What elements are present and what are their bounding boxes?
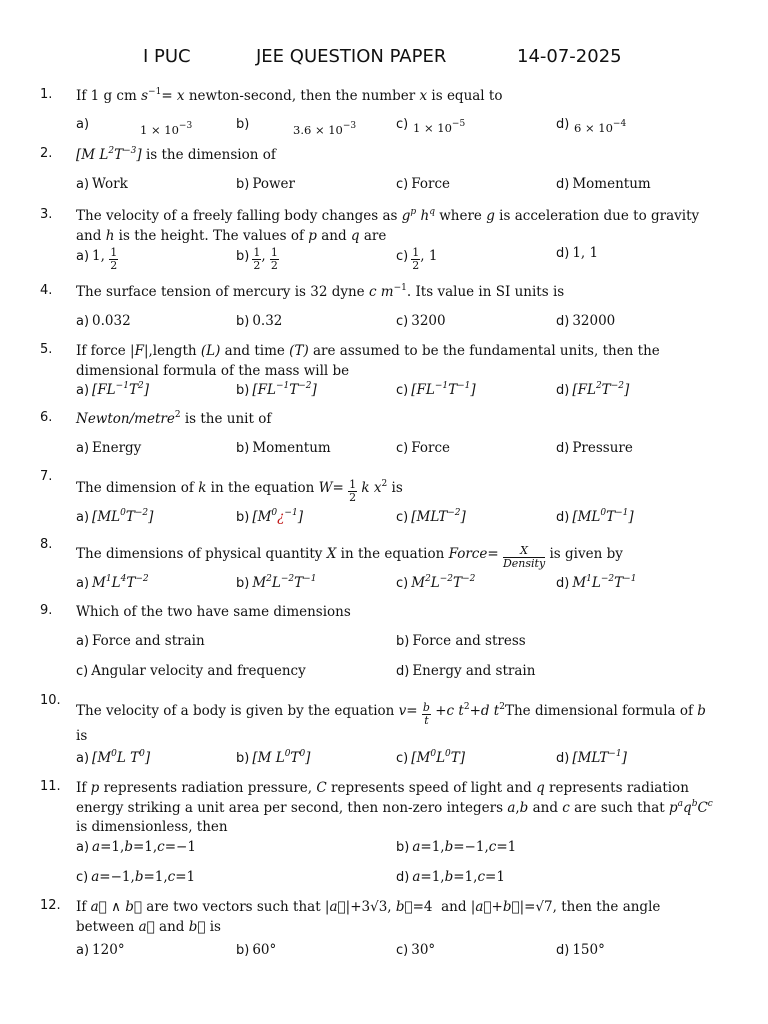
- option-d-value: $6 \times 10^{-4}$: [574, 119, 627, 135]
- option-c[interactable]: c) $[FL^{-1}T^{-1}]$: [396, 381, 476, 398]
- question-text: [M $L^2T^{-3}$] is the dimension of: [76, 146, 276, 163]
- question-text: The velocity of a freely falling body changes as $g^p$ $h^q$ where g is acceleration due to gravity and h is the height. The values of p and q are: [76, 207, 700, 244]
- option-b[interactable]: b) Momentum: [236, 440, 331, 456]
- option-a[interactable]: a) 0.032: [76, 313, 131, 329]
- option-b[interactable]: b) $[FL^{-1}T^{-2}]$: [236, 381, 317, 398]
- option-d[interactable]: d) Pressure: [556, 440, 633, 456]
- question-number: 4.: [40, 283, 53, 298]
- option-d[interactable]: d): [556, 117, 570, 132]
- option-a[interactable]: a) $[ML^0T^{-2}]$: [76, 508, 154, 525]
- option-d[interactable]: d) Energy and strain: [396, 663, 536, 679]
- option-c[interactable]: c) 3200: [396, 313, 446, 329]
- option-c[interactable]: c) a=−1,b=1,c=1: [76, 869, 196, 885]
- option-b[interactable]: b) $\frac{1}{2}$ , $\frac{1}{2}$: [236, 246, 278, 272]
- option-a[interactable]: a) 1, $\frac{1}{2}$: [76, 246, 118, 272]
- option-a[interactable]: a) $[FL^{-1}T^2]$: [76, 381, 149, 398]
- option-c[interactable]: c) $[MLT^{-2}]$: [396, 508, 466, 525]
- question-number: 9.: [40, 603, 53, 618]
- option-d[interactable]: d) $[FL^2T^{-2}]$: [556, 381, 630, 398]
- option-b[interactable]: b) $[M^0¿^{-1}]$: [236, 508, 303, 525]
- paper-header: [0, 46, 768, 72]
- question-number: 6.: [40, 410, 53, 425]
- option-d[interactable]: d) $M^1L^{-2}T^{-1}$: [556, 574, 637, 591]
- question-number: 2.: [40, 146, 53, 161]
- option-c[interactable]: c): [396, 117, 409, 132]
- option-a[interactable]: a) [$M^0L$ $T^0$]: [76, 749, 151, 766]
- question-text: Newton/metre$^2$ is the unit of: [76, 410, 272, 427]
- option-b[interactable]: b) Power: [236, 176, 295, 192]
- option-b[interactable]: b) $M^2L^{-2}T^{-1}$: [236, 574, 317, 591]
- option-d[interactable]: d) $[ML^0T^{-1}]$: [556, 508, 634, 525]
- option-b[interactable]: b) Force and stress: [396, 633, 526, 649]
- option-c[interactable]: c) $M^2L^{-2}T^{-2}$: [396, 574, 476, 591]
- option-a[interactable]: a) Energy: [76, 440, 142, 456]
- option-c-value: $1 \times 10^{-5}$: [413, 119, 466, 135]
- question-text: The surface tension of mercury is 32 dyne c $m^{-1}$. Its value in SI units is: [76, 283, 565, 300]
- option-d[interactable]: d) a=1,b=1,c=1: [396, 869, 505, 885]
- question-number: 10.: [40, 693, 61, 708]
- option-b[interactable]: b) 60°: [236, 942, 277, 958]
- option-c[interactable]: c) Force: [396, 176, 450, 192]
- question-text: The dimension of k in the equation W= $\frac{1}{2}$ k $x^2$ is: [76, 478, 403, 504]
- option-a[interactable]: a) a=1,b=1,c=−1: [76, 839, 196, 855]
- question-text: If a⃗ ∧ b⃗ are two vectors such that |a⃗|+3√3, b⃗=4 and |a⃗+b⃗|=√7, then the angle between a⃗ and b⃗ is: [76, 899, 661, 935]
- option-b[interactable]: b): [236, 117, 250, 132]
- question-number: 7.: [40, 469, 53, 484]
- option-b[interactable]: b) [M $L^0T^0$]: [236, 749, 311, 766]
- option-c[interactable]: c) Force: [396, 440, 450, 456]
- question-text: The velocity of a body is given by the equation v= $\frac{b}{t}$ +c $t^2+d$ $t^2The$ dimensional formula of b is: [76, 701, 706, 744]
- option-b[interactable]: b) a=1,b=−1,c=1: [396, 839, 517, 855]
- question-number: 8.: [40, 537, 53, 552]
- option-a-value: $1 \times 10^{-3}$: [140, 121, 193, 137]
- option-a[interactable]: a): [76, 117, 90, 132]
- option-a[interactable]: a) $M^1L^4T^{-2}$: [76, 574, 149, 591]
- option-d[interactable]: d) 1, 1: [556, 245, 599, 261]
- option-d[interactable]: d) $[MLT^{-1}]$: [556, 749, 627, 766]
- question-text: Which of the two have same dimensions: [76, 604, 351, 620]
- option-d[interactable]: d) 32000: [556, 313, 616, 329]
- option-c[interactable]: c) 30°: [396, 942, 436, 958]
- paper-date: 14-07-2025: [517, 46, 622, 67]
- option-c[interactable]: c) $[M^0L^0T]$: [396, 749, 466, 766]
- question-number: 1.: [40, 87, 53, 102]
- option-b[interactable]: b) 0.32: [236, 313, 283, 329]
- paper-title: JEE QUESTION PAPER: [256, 46, 447, 67]
- question-number: 5.: [40, 342, 53, 357]
- question-number: 12.: [40, 898, 61, 913]
- question-text: If 1 g cm $s^{-1}= x$ newton-second, then the number x is equal to: [76, 87, 503, 104]
- option-d[interactable]: d) 150°: [556, 942, 605, 958]
- option-c[interactable]: c) $\frac{1}{2}$ , 1: [396, 246, 438, 272]
- question-text: The dimensions of physical quantity X in the equation Force= $\frac{X}{\text{Density}}$ is given by: [76, 544, 623, 570]
- question-text: If p represents radiation pressure, C represents speed of light and q represents radiation energy striking a unit area per second, then non-zero integers a,b and c are such that $p^aq^bC^c$ is dimensionless, then: [76, 780, 713, 835]
- option-a[interactable]: a) Force and strain: [76, 633, 205, 649]
- question-text: If force |F|,length (L) and time (T) are assumed to be the fundamental units, then the dimensional formula of the mass will be: [76, 343, 660, 379]
- option-a[interactable]: a) Work: [76, 176, 128, 192]
- question-number: 3.: [40, 207, 53, 222]
- option-d[interactable]: d) Momentum: [556, 176, 651, 192]
- question-number: 11.: [40, 779, 61, 794]
- option-b-value: $3.6 \times 10^{-3}$: [293, 121, 357, 137]
- option-c[interactable]: c) Angular velocity and frequency: [76, 663, 306, 679]
- class-label: I PUC: [143, 46, 191, 67]
- option-a[interactable]: a) 120°: [76, 942, 125, 958]
